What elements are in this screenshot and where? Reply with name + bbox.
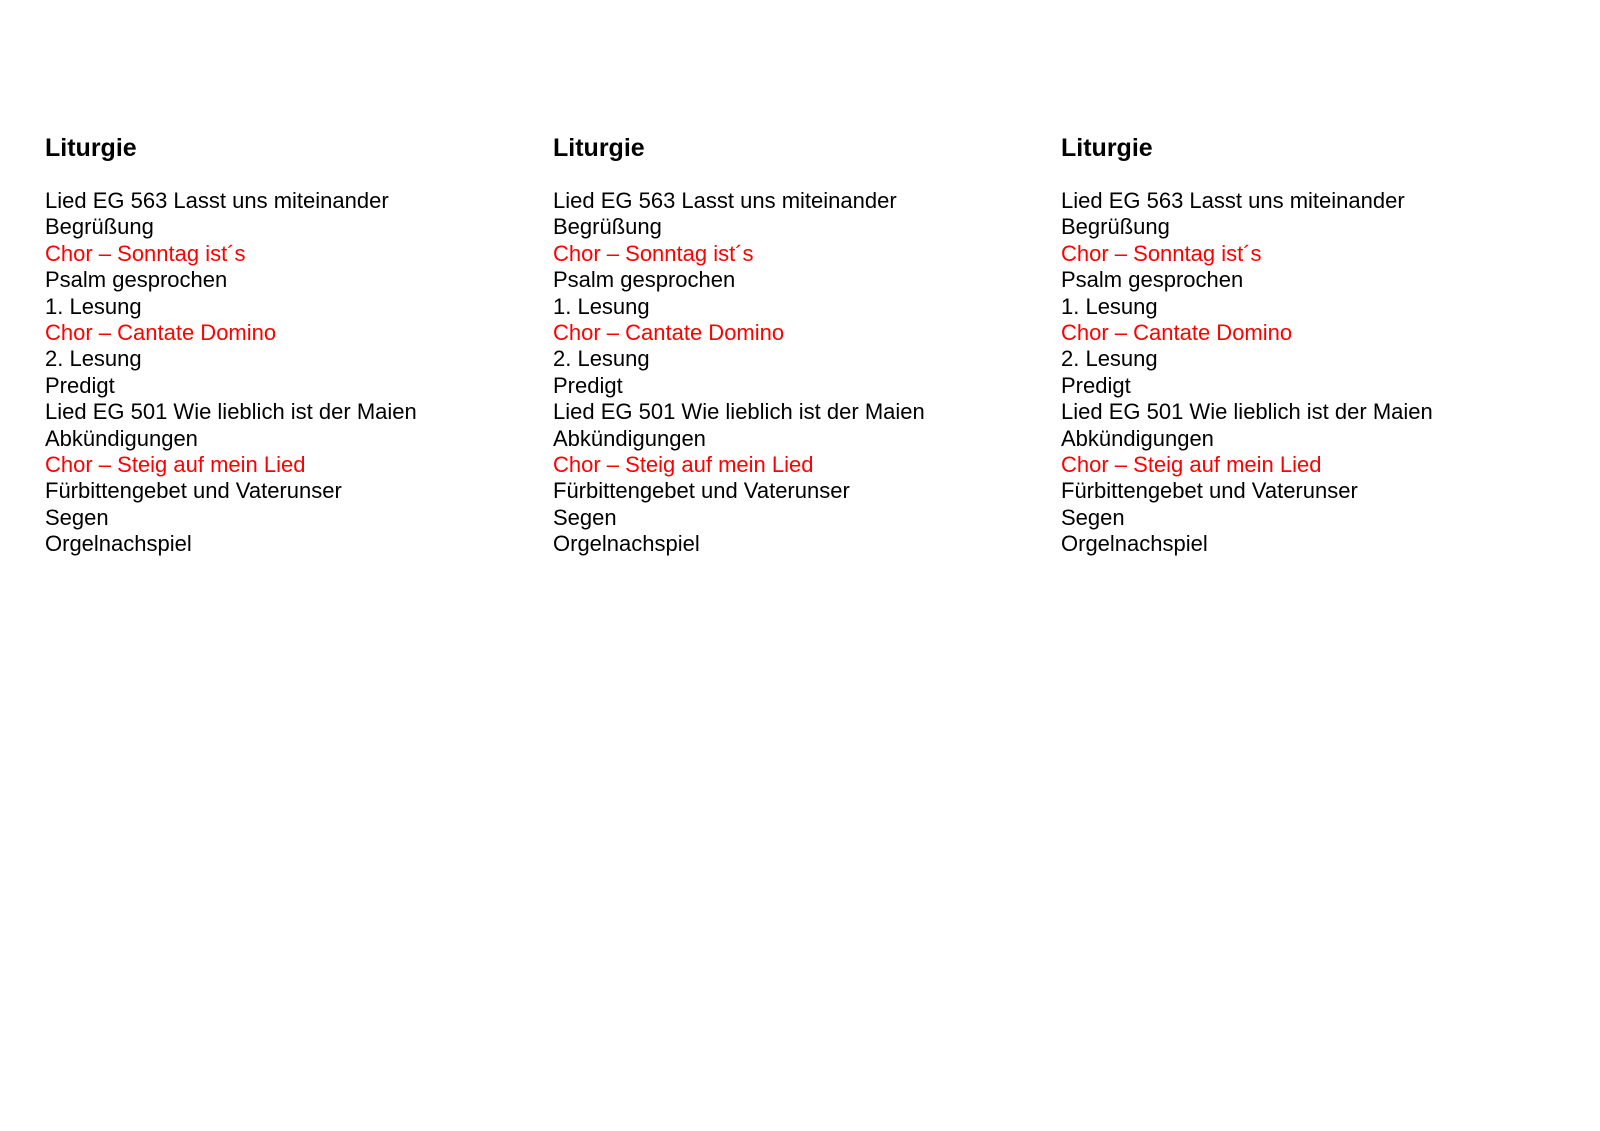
- liturgy-item: Lied EG 563 Lasst uns miteinander: [45, 188, 389, 213]
- liturgy-item: Predigt: [553, 372, 623, 398]
- liturgy-item: Predigt: [45, 372, 115, 398]
- liturgy-item-choir: Chor – Sonntag ist´s: [1061, 240, 1262, 266]
- liturgy-item: Segen: [45, 504, 109, 530]
- liturgy-item-choir: Chor – Steig auf mein Lied: [553, 452, 814, 478]
- liturgy-item-choir: Chor – Cantate Domino: [1061, 320, 1293, 346]
- liturgy-item-choir: Chor – Cantate Domino: [45, 320, 277, 346]
- liturgy-list: [553, 188, 1033, 558]
- liturgy-item-choir: Chor – Sonntag ist´s: [45, 240, 246, 266]
- liturgy-item: Orgelnachspiel: [553, 531, 700, 557]
- liturgy-item: Predigt: [1061, 372, 1131, 398]
- liturgy-item: 2. Lesung: [1061, 346, 1158, 372]
- liturgy-column-2: [553, 133, 1033, 558]
- liturgy-item: Segen: [553, 504, 617, 530]
- liturgy-item: Abkündigungen: [553, 425, 706, 451]
- liturgy-list: [1061, 188, 1541, 558]
- liturgy-item: Orgelnachspiel: [45, 531, 192, 557]
- liturgy-item-choir: Chor – Steig auf mein Lied: [45, 452, 306, 478]
- liturgy-item-choir: Chor – Steig auf mein Lied: [1061, 452, 1322, 478]
- liturgy-item: 2. Lesung: [45, 346, 142, 372]
- liturgy-item: 1. Lesung: [45, 293, 142, 319]
- liturgy-item: Segen: [1061, 504, 1125, 530]
- liturgy-item: Begrüßung: [553, 214, 662, 240]
- liturgy-item: Orgelnachspiel: [1061, 531, 1208, 557]
- liturgy-item: Lied EG 501 Wie lieblich ist der Maien: [1061, 399, 1433, 425]
- liturgy-column-3: [1061, 133, 1541, 558]
- liturgy-item: Psalm gesprochen: [45, 267, 228, 293]
- liturgy-item: 2. Lesung: [553, 346, 650, 372]
- liturgy-item: Lied EG 501 Wie lieblich ist der Maien: [553, 399, 925, 425]
- liturgy-item: Psalm gesprochen: [1061, 267, 1244, 293]
- liturgy-heading: Liturgie: [1061, 134, 1153, 162]
- liturgy-item-choir: Chor – Cantate Domino: [553, 320, 785, 346]
- liturgy-item: Lied EG 563 Lasst uns miteinander: [553, 188, 897, 213]
- liturgy-item: Abkündigungen: [1061, 425, 1214, 451]
- liturgy-item: Begrüßung: [1061, 214, 1170, 240]
- liturgy-heading: Liturgie: [45, 134, 137, 162]
- liturgy-item: Lied EG 501 Wie lieblich ist der Maien: [45, 399, 417, 425]
- liturgy-item: Abkündigungen: [45, 425, 198, 451]
- liturgy-item: Fürbittengebet und Vaterunser: [45, 478, 342, 504]
- liturgy-list: [45, 188, 525, 558]
- liturgy-heading: Liturgie: [553, 134, 645, 162]
- liturgy-item: Begrüßung: [45, 214, 154, 240]
- liturgy-item: 1. Lesung: [1061, 293, 1158, 319]
- liturgy-item: 1. Lesung: [553, 293, 650, 319]
- liturgy-column-1: [45, 133, 525, 558]
- liturgy-item: Lied EG 563 Lasst uns miteinander: [1061, 188, 1405, 213]
- liturgy-item-choir: Chor – Sonntag ist´s: [553, 240, 754, 266]
- liturgy-item: Fürbittengebet und Vaterunser: [1061, 478, 1358, 504]
- liturgy-item: Psalm gesprochen: [553, 267, 736, 293]
- liturgy-item: Fürbittengebet und Vaterunser: [553, 478, 850, 504]
